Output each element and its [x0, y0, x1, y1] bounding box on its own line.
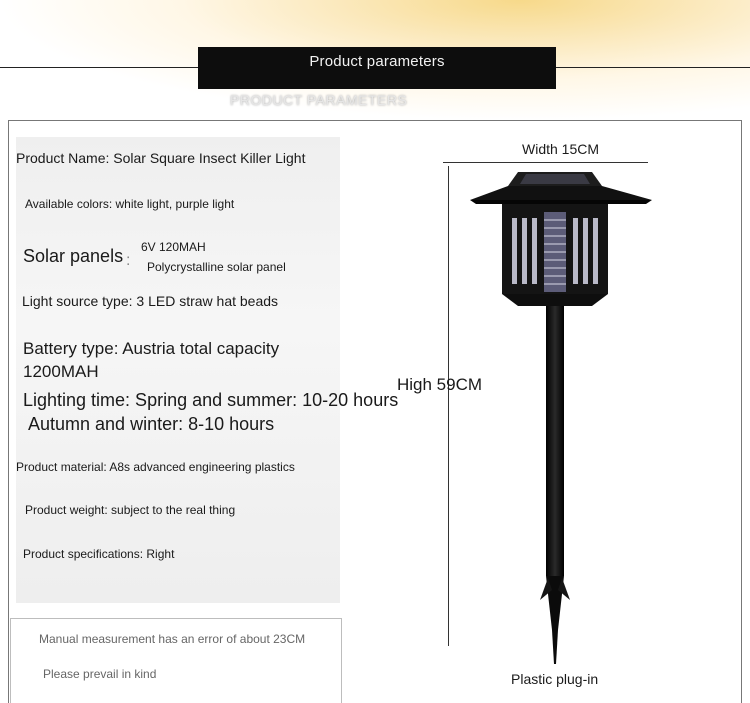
- spec-weight: Product weight: subject to the real thing: [25, 503, 236, 517]
- plug-label: Plastic plug-in: [511, 671, 599, 687]
- spec-colors: Available colors: white light, purple light: [25, 197, 235, 211]
- section-banner: [198, 47, 556, 89]
- solar-colon: :: [126, 252, 131, 269]
- width-label: Width 15CM: [522, 141, 600, 157]
- note-measurement: Manual measurement has an error of about 23CM: [39, 632, 306, 646]
- spec-solar-capacity: 6V 120MAH: [141, 240, 206, 254]
- lamp-illustration: [460, 160, 660, 670]
- spec-battery-line1: Battery type: Austria total capacity: [23, 339, 280, 358]
- banner-subtitle: PRODUCT PARAMETERS: [230, 92, 408, 108]
- note-prevail: Please prevail in kind: [43, 667, 157, 681]
- spec-product-name: Product Name: Solar Square Insect Killer Light: [16, 150, 306, 166]
- spec-light-source: Light source type: 3 LED straw hat beads: [22, 293, 279, 309]
- spec-battery-line2: 1200MAH: [23, 362, 99, 381]
- banner-title: Product parameters: [309, 53, 445, 70]
- note-box: [10, 618, 342, 703]
- height-label: High 59CM: [397, 375, 483, 394]
- spec-specification: Product specifications: Right: [23, 547, 175, 561]
- spec-lighting-line1: Lighting time: Spring and summer: 10-20 hours: [23, 390, 399, 410]
- spec-material: Product material: A8s advanced engineering plastics: [16, 460, 295, 474]
- spec-lighting-line2: Autumn and winter: 8-10 hours: [28, 414, 275, 434]
- spec-solar-type: Polycrystalline solar panel: [147, 260, 286, 274]
- spec-solar-label: Solar panels: [23, 246, 124, 266]
- height-dimension-line: [448, 166, 449, 646]
